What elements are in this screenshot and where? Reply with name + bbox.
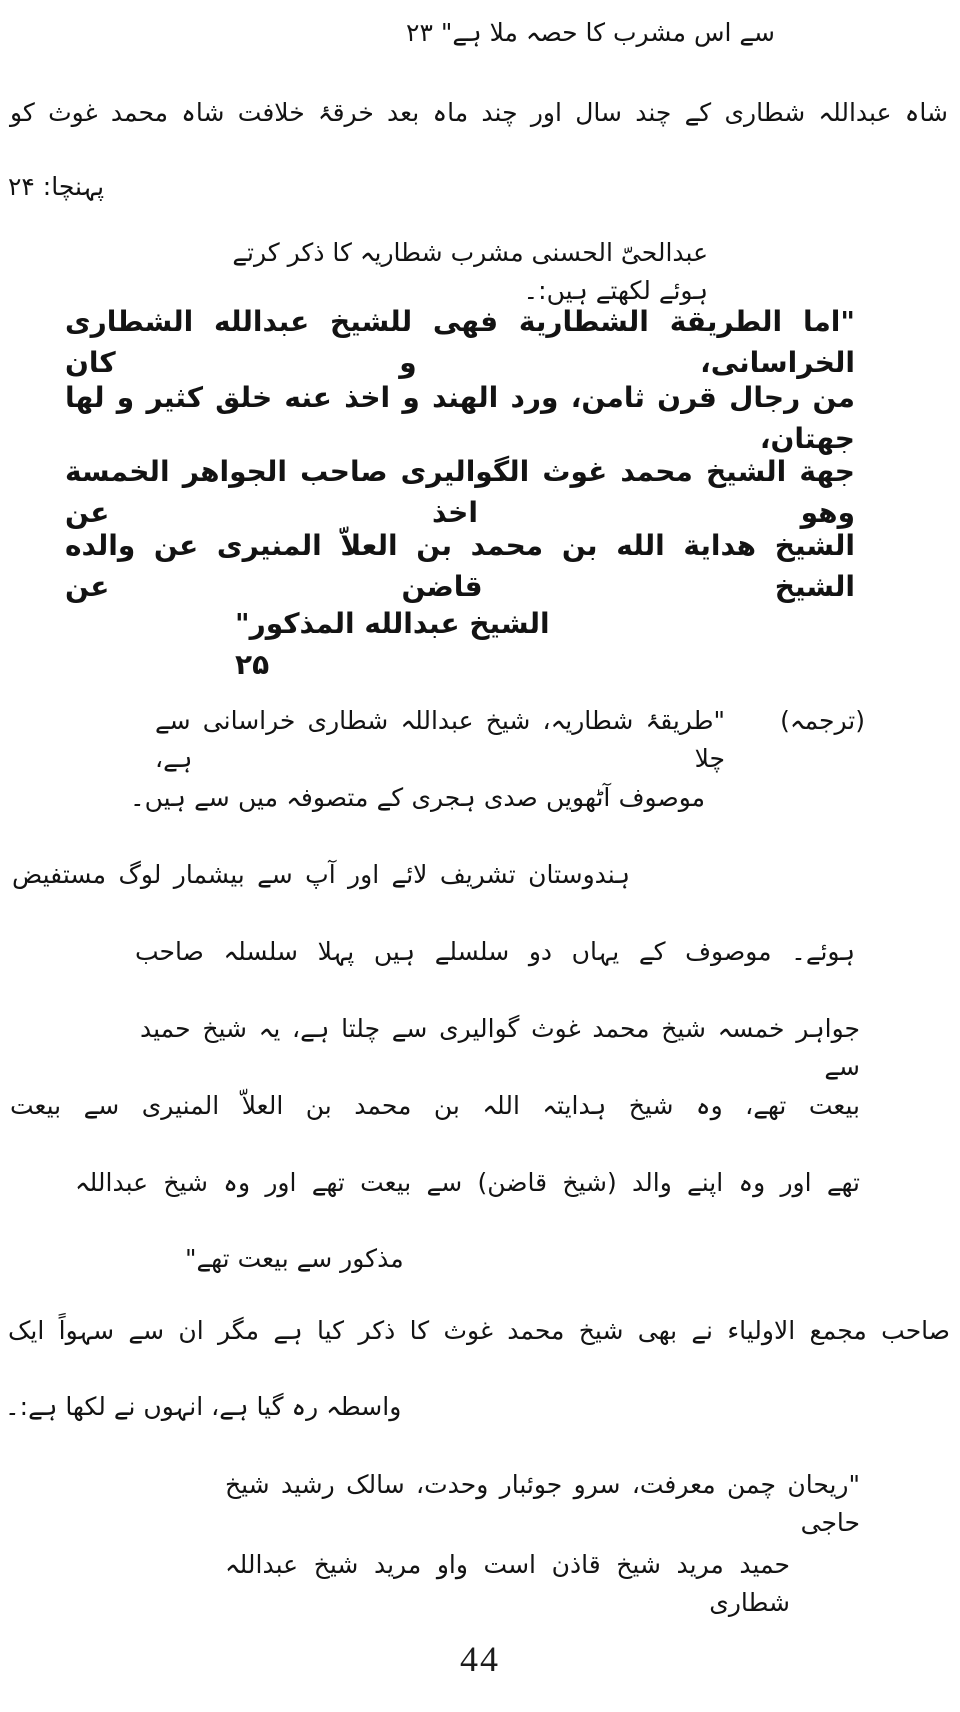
paragraph1-line1: شاہ عبداللہ شطاری کے چند سال اور چند ماہ بعد خرقۂ خلافت شاہ محمد غوث کو bbox=[10, 98, 948, 127]
arabic-quote-line3: جهة الشیخ محمد غوث الگوالیری صاحب الجواهر الخمسة وهو اخذ عن bbox=[65, 455, 855, 529]
paragraph3-line2-remnant: واسطہ رہ گیا ہے، انہوں نے لکھا ہے:۔ bbox=[5, 1392, 402, 1421]
tarjuma-line4: ہوئے۔ موصوف کے یہاں دو سلسلے ہیں پہلا سلسلہ صاحب bbox=[135, 937, 855, 966]
tarjuma-line6: بیعت تھے، وہ شیخ ہدایتہ اللہ بن محمد بن العلاّ المنیری سے بیعت bbox=[10, 1091, 860, 1120]
tarjuma-line1: "طریقۂ شطاریہ، شیخ عبداللہ شطاری خراسانی سے چلا ہے، bbox=[155, 706, 725, 773]
paragraph2-intro-line: عبدالحیّ الحسنی مشرب شطاریہ کا ذکر کرتے ہوئے لکھتے ہیں:۔ bbox=[232, 238, 708, 305]
paragraph1-line2-remnant: پہنچا: ۲۴ bbox=[8, 172, 105, 201]
arabic-quote-line2: من رجال قرن ثامن، ورد الهند و اخذ عنه خلق کثیر و لها جهتان، bbox=[65, 381, 855, 455]
arabic-quote-line1: "اما الطریقة الشطاریة فهی للشیخ عبدالله الشطاری الخراسانی، و کان bbox=[65, 305, 855, 379]
tarjuma-line2: موصوف آٹھویں صدی ہجری کے متصوفہ میں سے ہیں۔ bbox=[130, 783, 705, 812]
intro-quote-tail-line: سے اس مشرب کا حصہ ملا ہے" ۲۳ bbox=[406, 18, 775, 47]
persian-quote-line1: "ریحان چمن معرفت، سرو جوئبار وحدت، سالک رشید شیخ حاجی bbox=[225, 1470, 860, 1537]
tarjuma-line7: تھے اور وہ اپنے والد (شیخ قاضن) سے بیعت تھے اور وہ شیخ عبداللہ bbox=[75, 1168, 860, 1197]
tarjuma-line3: ہندوستان تشریف لائے اور آپ سے بیشمار لوگ مستفیض bbox=[12, 860, 630, 889]
persian-quote-line2: حمید مرید شیخ قاذن است واو مرید شیخ عبداللہ شطاری bbox=[225, 1550, 790, 1617]
tarjuma-label: (ترجمہ) bbox=[780, 706, 865, 735]
tarjuma-line8-remnant: مذکور سے بیعت تھے" bbox=[185, 1244, 404, 1273]
page-number: 44 bbox=[460, 1639, 500, 1679]
tarjuma-line5: جواہر خمسہ شیخ محمد غوث گوالیری سے چلتا ہے، یہ شیخ حمید سے bbox=[140, 1014, 860, 1081]
arabic-quote-line4: الشیخ هدایة الله بن محمد بن العلاّ المنیری عن والده الشیخ قاضن عن bbox=[65, 529, 855, 603]
arabic-quote-line5-remnant: الشیخ عبدالله المذکور" ۲۵ bbox=[235, 607, 550, 681]
paragraph3-line1: صاحب مجمع الاولیاء نے بھی شیخ محمد غوث کا ذکر کیا ہے مگر ان سے سہواً ایک bbox=[8, 1316, 950, 1345]
